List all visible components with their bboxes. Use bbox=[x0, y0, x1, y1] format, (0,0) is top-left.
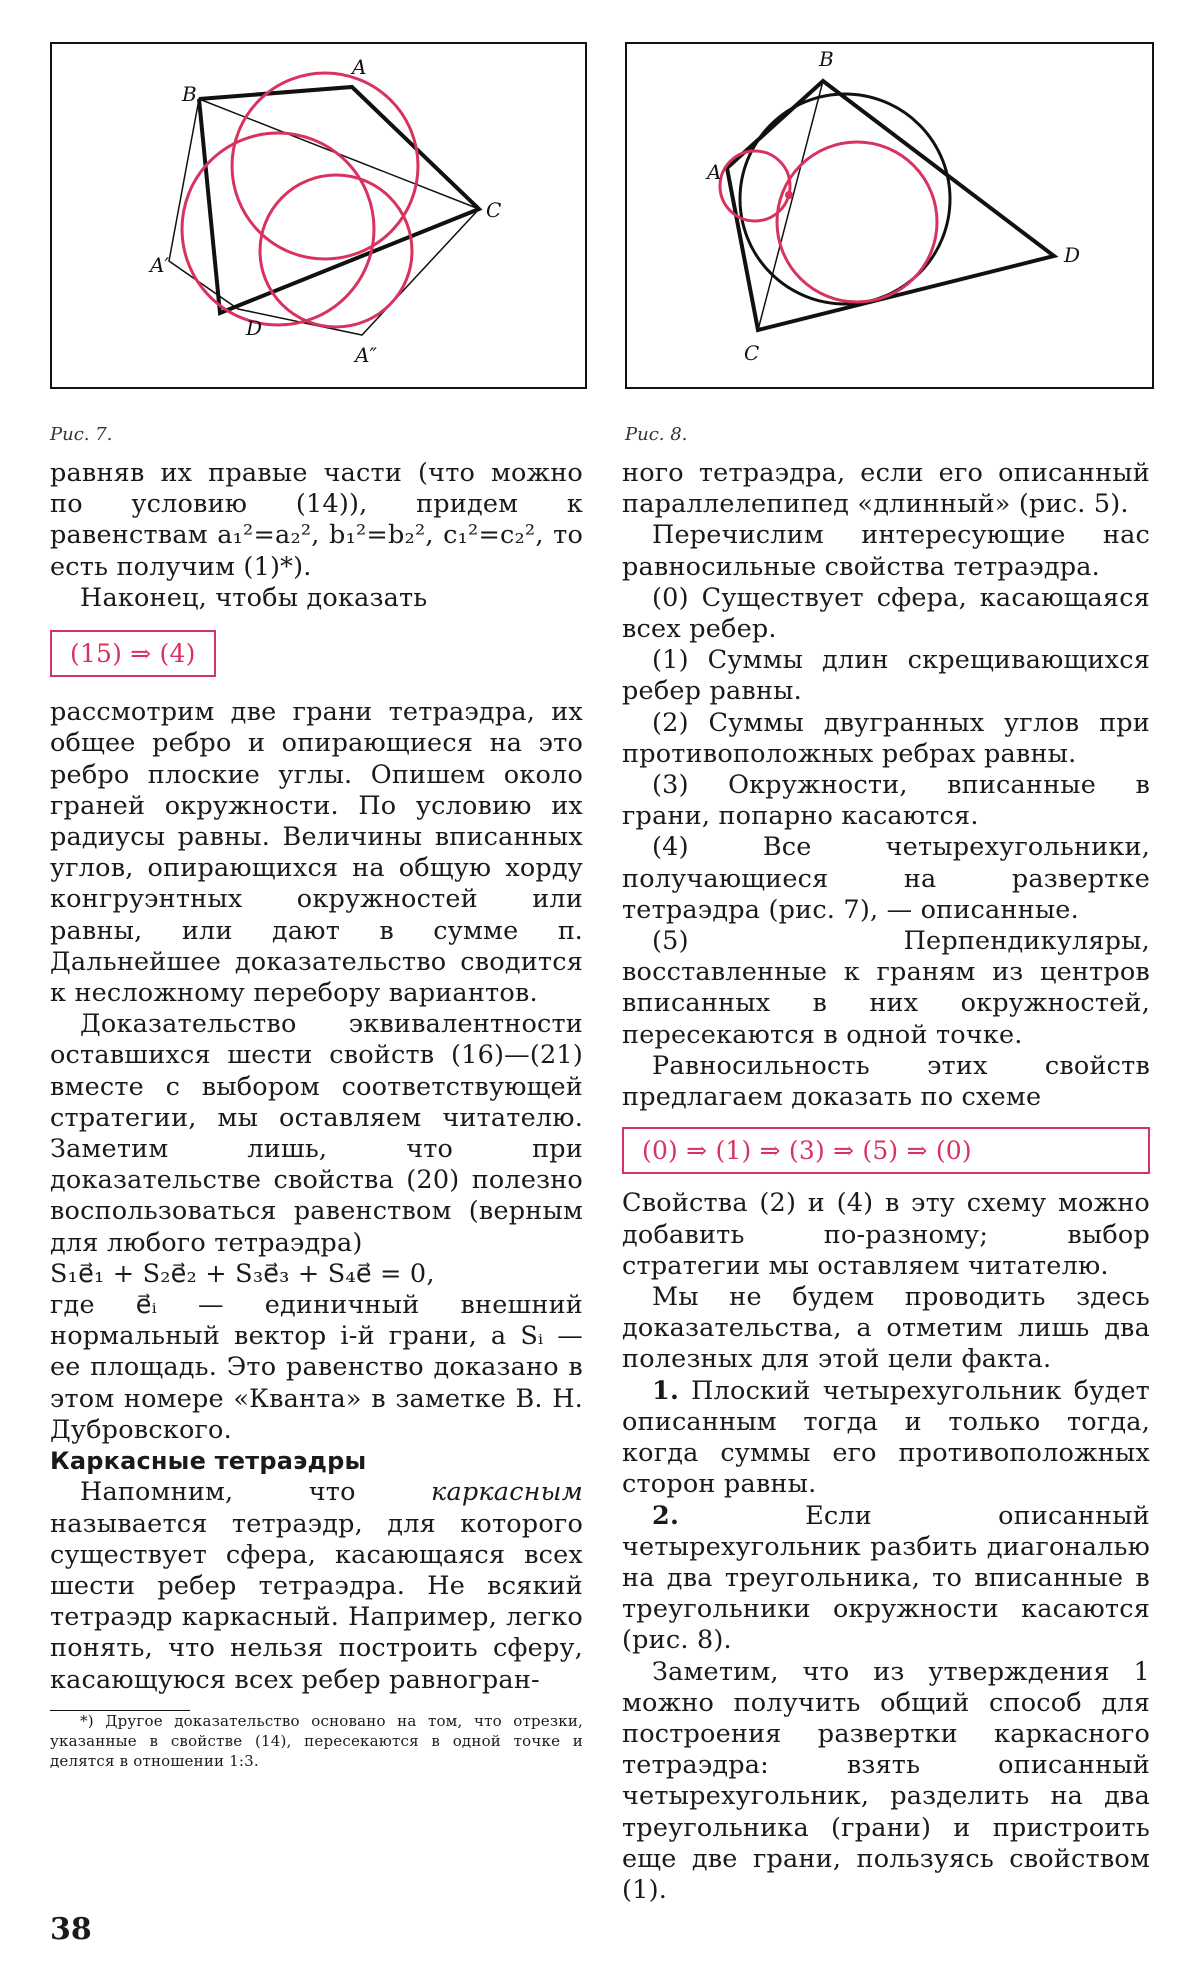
tangency-point bbox=[785, 191, 793, 199]
label-c: C bbox=[744, 341, 760, 365]
figure-8 bbox=[625, 42, 1154, 389]
text: Напомним, что bbox=[80, 1477, 432, 1508]
footnote: *) Другое доказательство основано на том, что отрезки, указанные в свойстве (14), пересекаются в одной точке и делятся в отношении 1:3. bbox=[50, 1711, 583, 1770]
fact-2 bbox=[622, 1501, 1150, 1657]
paragraph: Равносильность этих свойств предлагаем доказать по схеме bbox=[622, 1050, 1150, 1113]
label-b: B bbox=[819, 47, 834, 71]
formula-box-15-4: (15) ⇒ (4) bbox=[50, 630, 216, 677]
text-column-right bbox=[622, 458, 1150, 1906]
label-d: D bbox=[246, 316, 263, 340]
figure-7-caption: Рис. 7. bbox=[50, 424, 113, 445]
label-a-prime: A′ bbox=[150, 253, 169, 277]
text-column-left bbox=[50, 458, 583, 1771]
property-5: (5) Перпендикуляры, восставленные к граням из центров вписанных в них окружностей, пересекаются в одной точке. bbox=[622, 926, 1150, 1050]
label-a-double-prime: A″ bbox=[355, 343, 377, 367]
fact-1 bbox=[622, 1376, 1150, 1501]
figure-8-caption: Рис. 8. bbox=[625, 424, 688, 445]
emphasis: каркасным bbox=[431, 1477, 583, 1508]
label-a: A bbox=[707, 160, 722, 184]
property-1: (1) Суммы длин скрещивающихся ребер равны. bbox=[622, 645, 1150, 707]
paragraph: Доказательство эквивалентности оставшихся шести свойств (16)—(21) вместе с выбором соответствующей стратегии, мы оставляем читателю. Заметим лишь, что при доказательстве свойства (20) полезно воспользоваться равенством (верным для любого тетраэдра) bbox=[50, 1009, 583, 1258]
paragraph bbox=[50, 1477, 583, 1695]
formula-box-wrap bbox=[50, 630, 583, 677]
label-b: B bbox=[182, 82, 197, 106]
quadrilateral-thick bbox=[199, 87, 479, 313]
page-number: 38 bbox=[50, 1912, 92, 1947]
property-3: (3) Окружности, вписанные в грани, попарно касаются. bbox=[622, 770, 1150, 832]
paragraph: где e⃗ᵢ — единичный внешний нормальный вектор i-й грани, а Sᵢ — ее площадь. Это равенство доказано в этом номере «Кванта» в заметке В. Н. Дубровского. bbox=[50, 1290, 583, 1445]
diagonal-bc bbox=[758, 81, 823, 330]
property-0: (0) Существует сфера, касающаяся всех ребер. bbox=[622, 582, 1150, 645]
paragraph: Заметим, что из утверждения 1 можно получить общий способ для построения развертки каркасного тетраэдра: взять описанный четырехугольник, разделить на два треугольника (грани) и пристроить еще две грани, пользуясь свойством (1). bbox=[622, 1656, 1150, 1905]
circle-2 bbox=[232, 73, 418, 259]
incircle-large-triangle bbox=[777, 142, 937, 302]
property-2: (2) Суммы двугранных углов при противоположных ребрах равны. bbox=[622, 707, 1150, 769]
paragraph: Мы не будем проводить здесь доказательства, а отметим лишь два полезных для этой цели факта. bbox=[622, 1282, 1150, 1375]
text: Плоский четырехугольник будет описанным тогда и только тогда, когда суммы его противоположных сторон равны. bbox=[622, 1375, 1150, 1500]
paragraph: Перечислим интересующие нас равносильные свойства тетраэдра. bbox=[622, 520, 1150, 582]
figure-7 bbox=[50, 42, 587, 389]
paragraph: равняв их правые части (что можно по условию (14)), придем к равенствам a₁²=a₂², b₁²=b₂², c₁²=c₂², то есть получим (1)*). bbox=[50, 458, 583, 582]
label-d: D bbox=[1064, 243, 1081, 267]
fact-number: 1. bbox=[652, 1375, 680, 1406]
label-a: A bbox=[352, 55, 367, 79]
paragraph: Наконец, чтобы доказать bbox=[80, 582, 428, 613]
text: Если описанный четырехугольник разбить диагональю на два треугольника, то вписанные в треугольники окружности касаются (рис. 8). bbox=[622, 1500, 1150, 1656]
figure-8-drawing bbox=[627, 44, 1152, 387]
paragraph: ного тетраэдра, если его описанный параллелепипед «длинный» (рис. 5). bbox=[622, 458, 1150, 520]
figure-7-drawing bbox=[52, 44, 585, 387]
section-heading: Каркасные тетраэдры bbox=[50, 1447, 367, 1476]
development-outline bbox=[169, 87, 479, 335]
formula-box-scheme: (0) ⇒ (1) ⇒ (3) ⇒ (5) ⇒ (0) bbox=[622, 1127, 1150, 1174]
formula-box-wrap bbox=[622, 1127, 1150, 1174]
paragraph: Свойства (2) и (4) в эту схему можно добавить по-разному; выбор стратегии мы оставляем читателю. bbox=[622, 1188, 1150, 1281]
text: называется тетраэдр, для которого существует сфера, касающаяся всех шести ребер тетраэдра. Не всякий тетраэдр каркасный. Например, легко понять, что нельзя построить сферу, касающуюся всех ребер равногран- bbox=[50, 1508, 583, 1695]
property-4: (4) Все четырехугольники, получающиеся на развертке тетраэдра (рис. 7), — описанные. bbox=[622, 832, 1150, 925]
label-c: C bbox=[486, 198, 502, 222]
equation: S₁e⃗₁ + S₂e⃗₂ + S₃e⃗₃ + S₄e⃗ = 0, bbox=[50, 1258, 435, 1289]
fact-number: 2. bbox=[652, 1500, 680, 1531]
paragraph: рассмотрим две грани тетраэдра, их общее ребро и опирающиеся на это ребро плоские углы. Опишем около граней окружности. По условию их радиусы равны. Величины вписанных углов, опирающихся на общую хорду конгруэнтных окружностей или равны, или дают в сумме π. Дальнейшее доказательство сводится к несложному перебору вариантов. bbox=[50, 697, 583, 1009]
